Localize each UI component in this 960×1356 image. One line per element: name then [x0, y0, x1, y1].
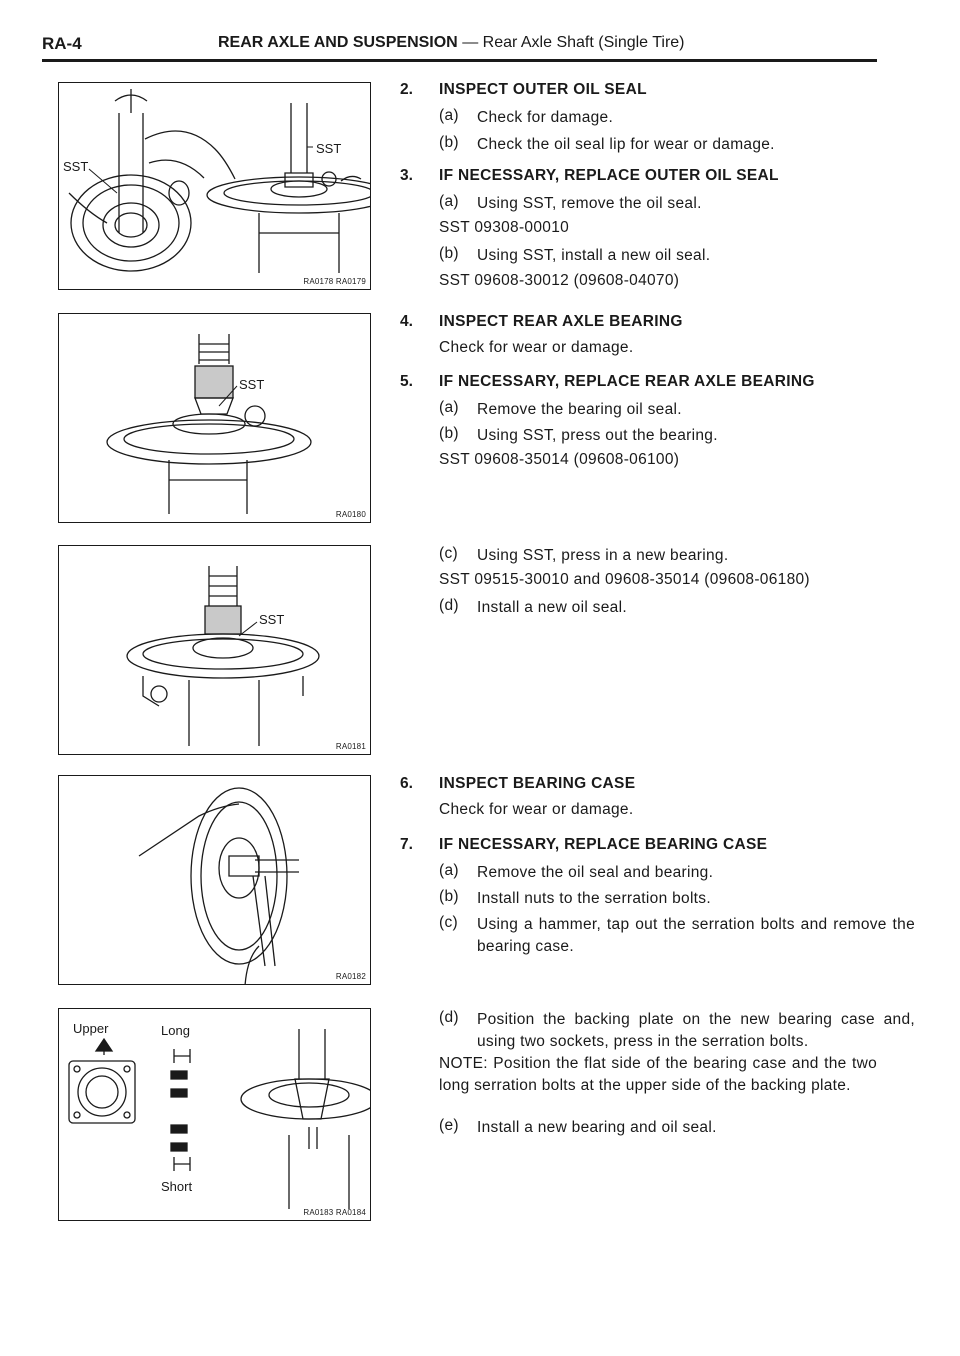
sst-number: SST 09608-30012 (09608-04070) — [439, 272, 680, 289]
header-rule — [42, 59, 877, 62]
step-title: INSPECT OUTER OIL SEAL — [439, 81, 647, 98]
step-4-body: Check for wear or damage. — [439, 339, 634, 356]
figure-5-label-long: Long — [161, 1023, 190, 1038]
step-number: 7. — [400, 836, 413, 853]
figure-press-in-bearing — [58, 545, 371, 755]
figure-3-label-sst: SST — [259, 612, 285, 627]
page-code: RA-4 — [42, 34, 82, 53]
step-title: INSPECT BEARING CASE — [439, 775, 636, 792]
step-title: IF NECESSARY, REPLACE BEARING CASE — [439, 836, 768, 853]
figure-5-label-short: Short — [161, 1179, 193, 1194]
figure-2-label-sst: SST — [239, 377, 265, 392]
sst-number: SST 09608-35014 (09608-06100) — [439, 451, 680, 468]
figure-5-label-upper: Upper — [73, 1021, 109, 1036]
illustration-press-out — [59, 314, 371, 523]
figure-remove-install-oil-seal — [58, 82, 371, 290]
figure-code: RA0183 RA0184 — [303, 1208, 366, 1217]
step-number: 5. — [400, 373, 413, 390]
figure-serration-bolts — [58, 1008, 371, 1221]
step-6-body: Check for wear or damage. — [439, 801, 634, 818]
sst-number: SST 09308-00010 — [439, 219, 570, 236]
step-7-note: NOTE: Position the flat side of the bearing case and the two long serration bolts at the upper side of the backing plate. — [439, 1055, 877, 1094]
illustration-hammer — [59, 776, 371, 985]
step-number: 2. — [400, 81, 413, 98]
figure-1-label-sst-right: SST — [316, 141, 342, 156]
step-number: 3. — [400, 167, 413, 184]
step-title: IF NECESSARY, REPLACE REAR AXLE BEARING — [439, 373, 815, 390]
figure-tap-out-bolts — [58, 775, 371, 985]
sst-number: SST 09515-30010 and 09608-35014 (09608-06180) — [439, 571, 810, 588]
page-header — [42, 34, 877, 64]
step-number: 4. — [400, 313, 413, 330]
illustration-press-in — [59, 546, 371, 755]
illustration-serration-bolts — [59, 1009, 371, 1221]
subsection-title: Rear Axle Shaft (Single Tire) — [482, 34, 685, 51]
step-number: 6. — [400, 775, 413, 792]
figure-code: RA0178 RA0179 — [303, 277, 366, 286]
step-title: INSPECT REAR AXLE BEARING — [439, 313, 683, 330]
figure-1-label-sst-left: SST — [63, 159, 89, 174]
illustration-oil-seal — [59, 83, 371, 290]
figure-press-out-bearing — [58, 313, 371, 523]
figure-code: RA0182 — [335, 972, 366, 981]
figure-code: RA0180 — [335, 510, 366, 519]
section-title: REAR AXLE AND SUSPENSION — [218, 34, 458, 51]
header-title — [218, 34, 685, 52]
figure-code: RA0181 — [335, 742, 366, 751]
header-dash: — — [462, 34, 479, 51]
step-title: IF NECESSARY, REPLACE OUTER OIL SEAL — [439, 167, 779, 184]
